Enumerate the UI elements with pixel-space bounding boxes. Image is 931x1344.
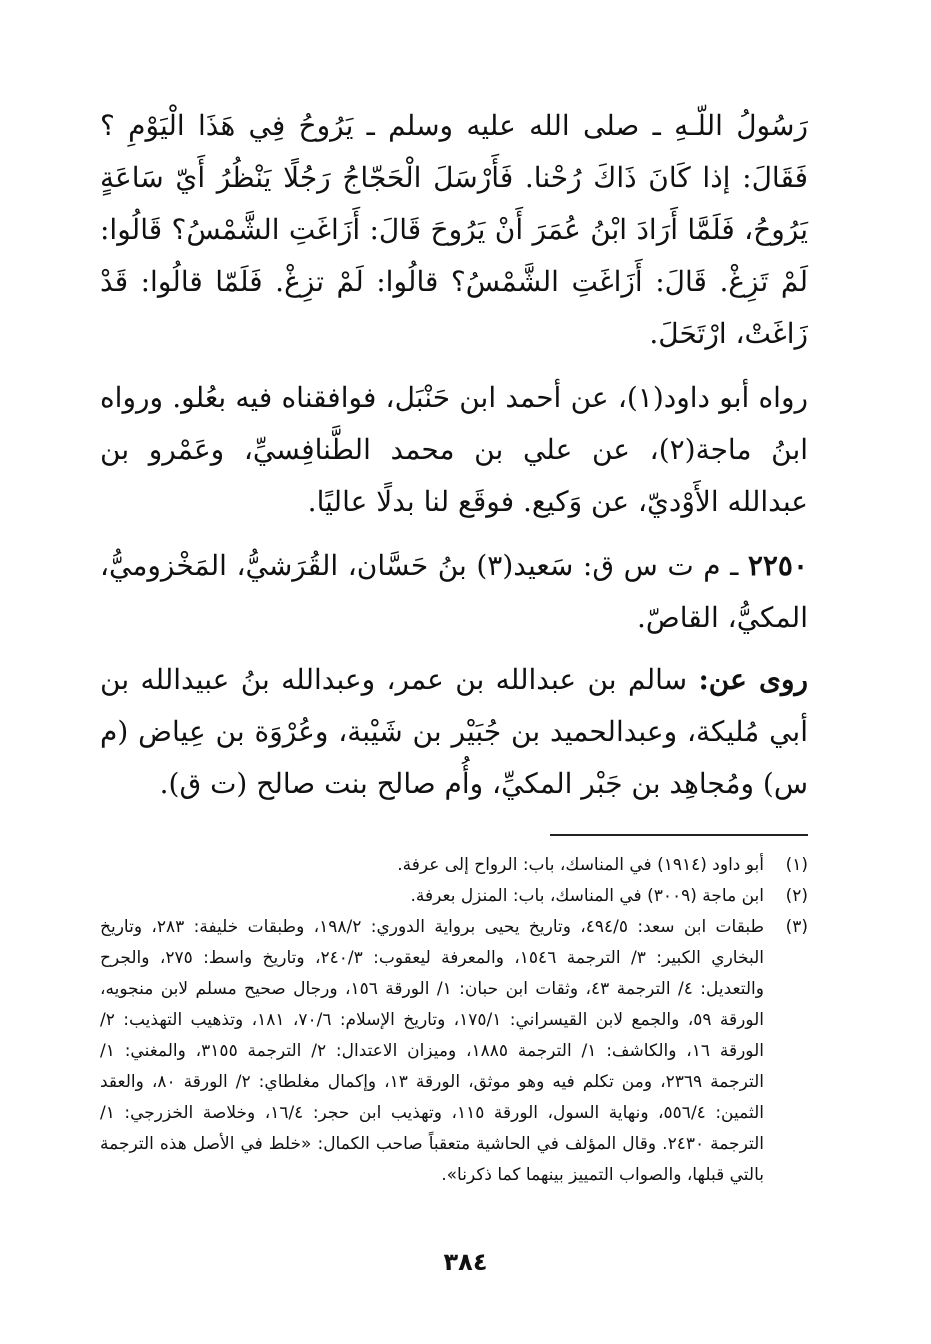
- footnote-separator: [550, 834, 808, 836]
- footnote: [100, 850, 808, 881]
- entry-title: ـ م ت س ق: سَعيد(٣) بنُ حَسَّان، القُرَشيُّ، المَخْزوميُّ، المكيُّ، القاصّ.: [100, 549, 808, 634]
- entry-number: ٢٢٥٠: [747, 549, 808, 582]
- narrated-from-label: روى عن:: [698, 663, 808, 696]
- footnote-text: أبو داود (١٩١٤) في المناسك، باب: الرواح إلى عرفة.: [397, 855, 764, 875]
- body-paragraph-hadith: رَسُولُ اللّـهِ ـ صلى الله عليه وسلم ـ يَرُوحُ فِي هَذَا الْيَوْمِ ؟ فَقَالَ: إذا كَانَ ذَاكَ رُحْنا. فَأَرْسَلَ الْحَجّاجُ رَجُلًا يَنْظُرُ أَيّ سَاعَةٍ يَرُوحُ، فَلَمَّا أَرَادَ ابْنُ عُمَرَ أَنْ يَرُوحَ قَالَ: أَزَاغَتِ الشَّمْسُ؟ قَالُوا: لَمْ تَزِغْ. قَالَ: أَزَاغَتِ الشَّمْسُ؟ قالُوا: لَمْ تزِغْ. فَلَمّا قالُوا: قَدْ زَاغَتْ، ارْتَحَلَ.: [100, 109, 808, 350]
- narrated-from-text: سالم بن عبدالله بن عمر، وعبدالله بنُ عبيدالله بن أبي مُليكة، وعبدالحميد بن جُبَيْر بن شَيْبة، وعُرْوَة بن عِياض (م س) ومُجاهِد بن جَبْر المكيِّ، وأُم صالح بنت صالح (ت ق).: [100, 663, 808, 800]
- body-paragraph-narrated-from: [100, 654, 808, 810]
- footnote-text: ابن ماجة (٣٠٠٩) في المناسك، باب: المنزل بعرفة.: [410, 886, 764, 906]
- footnote-separator-wrap: [100, 810, 808, 850]
- page-content: [100, 100, 808, 1191]
- footnotes: [100, 850, 808, 1191]
- body-paragraph-narration: رواه أبو داود(١)، عن أحمد ابن حَنْبَل، فوافقناه فيه بعُلو. ورواه ابنُ ماجة(٢)، عن علي بن محمد الطَّنافِسيِّ، وعَمْرو بن عبدالله الأَوْديّ، عن وَكيع. فوقَع لنا بدلًا عاليًا.: [100, 381, 809, 518]
- footnote-number: (١): [785, 855, 808, 875]
- page-number: ٣٨٤: [443, 1248, 488, 1276]
- footnote-number: (٣): [785, 917, 808, 937]
- footnote: [100, 912, 808, 1191]
- footnote-number: (٢): [785, 886, 808, 906]
- footnote-text: طبقات ابن سعد: ٤٩٤/٥، وتاريخ يحيى برواية الدوري: ١٩٨/٢، وطبقات خليفة: ٢٨٣، وتاريخ البخاري الكبير: ٣/ الترجمة ١٥٤٦، والمعرفة ليعقوب: ٢٤٠/٣، وتاريخ واسط: ٢٧٥، والجرح والتعديل: ٤/ الترجمة ٤٣، وثقات ابن حبان: ١/ الورقة ١٥٦، ورجال صحيح مسلم لابن منجويه، الورقة ٥٩، والجمع لابن القيسراني: ١٧٥/١، وتاريخ الإسلام: ٧٠/٦، ١٨١، وتذهيب التهذيب: ٢/ الورقة ١٦، والكاشف: ١/ الترجمة ١٨٨٥، وميزان الاعتدال: ٢/ الترجمة ٣١٥٥، والمغني: ١/ الترجمة ٢٣٦٩، ومن تكلم فيه وهو موثق، الورقة ١٣، وإكمال مغلطاي: ٢/ الورقة ٨٠، والعقد الثمين: ٥٥٦/٤، ونهاية السول، الورقة ١١٥، وتهذيب ابن حجر: ١٦/٤، وخلاصة الخزرجي: ١/ الترجمة ٢٤٣٠. وقال المؤلف في الحاشية متعقباً صاحب الكمال: «خلط في الأصل هذه الترجمة بالتي قبلها، والصواب التمييز بينهما كما ذكرنا».: [100, 917, 765, 1185]
- footnote: [100, 881, 808, 912]
- biography-heading: [100, 540, 808, 644]
